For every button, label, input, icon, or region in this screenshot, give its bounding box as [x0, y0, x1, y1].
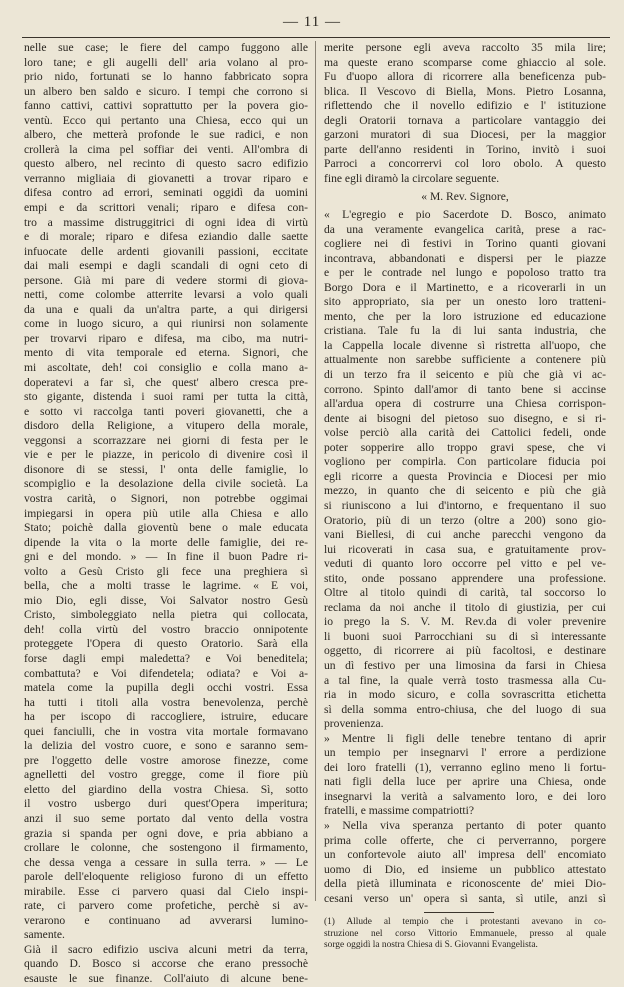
text-line: » Nella viva speranza pertanto di poter quanto: [324, 818, 606, 832]
text-line: cristiana. Tale fu la di lui santa industria, che: [324, 324, 606, 338]
text-line: Stato; poichè dalla gioventù bene o male educata: [24, 521, 308, 535]
text-line: persone. Già mi pare di vedere stormi di giova-: [24, 273, 308, 287]
text-line: forse dagli empi maledetta? e Voi beneditela;: [24, 651, 308, 665]
text-line: Parroci a concorrervi col loro obolo. A questo: [324, 157, 606, 171]
text-line: combattuta? e Voi difendetela; odiata? e Voi a-: [24, 666, 308, 680]
text-line: corrono. Spinto dall'amor di tanto bene si accinse: [324, 382, 606, 396]
text-line: poter sopperire allo troppo gravi spese, che vi: [324, 440, 606, 454]
text-line: quando D. Bosco si accorse che erano pressochè: [24, 957, 308, 971]
text-line: disonore di se stessi, l' onta delle famiglie, lo: [24, 462, 308, 476]
text-line: rate, ci parvero come profetiche, perchè si av-: [24, 899, 308, 913]
text-line: parole dell'eloquente religioso furono di un effetto: [24, 870, 308, 884]
text-line: un tempio per insegnarvi l' errore a perdizione: [324, 746, 606, 760]
text-line: crollerà la cima pel soffiar dei venti. All'ombra di: [24, 142, 308, 156]
text-line: volse perciò alla carità dei Cattolici fedeli, onde: [324, 426, 606, 440]
text-line: vostra carità, o Signori, non potrebbe oggimai: [24, 491, 308, 505]
text-line: verarono e continuano ad avverarsi lumino-: [24, 913, 308, 927]
text-line: Fu d'uopo allora di ricorrere alla beneficenza pub-: [324, 70, 606, 84]
header-rule: [22, 37, 610, 38]
text-line: attualmente non sarebbe sufficiente a contenere più: [324, 353, 606, 367]
text-line: come in luogo sicuro, a qui riunirsi non solamente: [24, 317, 308, 331]
text-line: doperatevi a far sì, che quest' albero cresca pre-: [24, 375, 308, 389]
text-line: mezzo, in quanto che di seicento e più che già: [324, 484, 606, 498]
text-line: incontrava, abbandonati e dispersi per le piazze: [324, 251, 606, 265]
text-line: fanno cattivi, cattivi soprattutto per la povera gio-: [24, 99, 308, 113]
right-column: [324, 41, 606, 952]
text-line: bella, che a molti trasse le lagrime. « E voi,: [24, 579, 308, 593]
text-line: dipende la vita o la morte delle famiglie, dei re-: [24, 535, 308, 549]
text-line: la Cappella locale divenne sì ristretta all'uopo, che: [324, 338, 606, 352]
text-line: Cristo, simboleggiato nella pietra qui collocata,: [24, 608, 308, 622]
text-line: cesani verso un' opera sì santa, sì utile, anzi sì: [324, 891, 606, 905]
text-line: infuocate delle ardenti giovanili passioni, eccitate: [24, 244, 308, 258]
text-line: netti, come colombe atterrite levarsi a volo quali: [24, 288, 308, 302]
text-line: veduti di quanto loro occorre pel vitto e pel ve-: [324, 557, 606, 571]
text-line: reclama da noi anche il titolo di giustizia, per cui: [324, 600, 606, 614]
text-line: esauste le sue finanze. Coll'aiuto di alcune bene-: [24, 972, 308, 985]
text-line: fine egli diramò la circolare seguente.: [324, 171, 500, 185]
text-line: mento, che per la loro istruzione ed educazione: [324, 309, 606, 323]
text-line: uomo di Dio, ed insieme un pubblico attestato: [324, 862, 606, 876]
letter-salutation: « M. Rev. Signore,: [421, 190, 509, 204]
text-line: « L'egregio e pio Sacerdote D. Bosco, animato: [324, 208, 606, 222]
text-line: dente ai bisogni del pietoso suo disegno, e si ri-: [324, 411, 606, 425]
text-line: scompiglio e la desolazione della civile società. La: [24, 477, 308, 491]
text-line: struzione nel corso Vittorio Emmanuele, presso al quale: [324, 928, 606, 939]
text-line: grazia si spanda per ogni dove, e pria abbiano a: [24, 826, 308, 840]
text-line: vani Biellesi, di cui anche parecchi vengono da: [324, 528, 606, 542]
text-line: li buoni suoi Parrocchiani su di sì interessante: [324, 629, 606, 643]
text-line: merite persone egli aveva raccolto 35 mila lire;: [324, 41, 606, 54]
text-line: sorge oggidì la nostra Chiesa di S. Giovanni Evangelista.: [324, 940, 538, 951]
right-column-body: [324, 208, 606, 906]
text-line: la delizia del vostro cuore, e sono e saranno sem-: [24, 739, 308, 753]
column-divider: [315, 41, 316, 901]
text-line: a tal fine, la quale verrà tosto trasmessa alla Cu-: [324, 673, 606, 687]
text-line: Borgo Dora e il Martinetto, e a ricoverarli in un: [324, 280, 606, 294]
text-line: provenienza.: [324, 717, 384, 731]
text-line: che dessa venga a cessare in sulla terra. » — Le: [24, 855, 308, 869]
text-line: da una e quali da un'altra parte, a qui dirigersi: [24, 302, 308, 316]
text-line: mirabile. Esse ci parvero quasi dal Cielo inspi-: [24, 884, 308, 898]
text-line: ria in modo sicuro, e colla sovrascritta etichetta: [324, 688, 606, 702]
text-line: e di morale; riparo e difesa eziandio dalle saette: [24, 230, 308, 244]
text-line: pre l'oggetto delle vostre amorose finezze, come: [24, 753, 308, 767]
text-line: deh! colla virtù del vostro braccio onnipotente: [24, 622, 308, 636]
text-line: quei fanciulli, che in vostra vita mortale formavano: [24, 724, 308, 738]
text-line: un albero ben saldo e sicuro. I tempi che corrono si: [24, 84, 308, 98]
text-line: ha per iscopo di raccogliere, istruire, educare: [24, 710, 308, 724]
text-line: per trovarvi riparo e difesa, ma cibo, ma nutri-: [24, 331, 308, 345]
text-line: un confortevole aiuto all' impresa dell' encomiato: [324, 848, 606, 862]
text-line: sì della somma entro-chiusa, che del luogo di sua: [324, 702, 606, 716]
text-line: blica. Il Vescovo di Biella, Mons. Pietro Losanna,: [324, 84, 606, 98]
text-line: mento di vita temporale ed eterna. Signori, che: [24, 346, 308, 360]
text-line: volto a Gesù Cristo gli fece una preghiera sì: [24, 564, 308, 578]
text-line: nati figli della luce per aprire una Chiesa, onde: [324, 775, 606, 789]
text-line: da una veramente evangelica carità, prese a rac-: [324, 222, 606, 236]
right-column-top: [324, 41, 606, 186]
text-line: il vostro usbergo duri quest'Opera imperitura;: [24, 797, 308, 811]
text-line: albero, che metterà profonde le sue radici, e non: [24, 128, 308, 142]
text-line: oggetto, di ricorrere ai più facoltosi, e destinare: [324, 644, 606, 658]
text-line: ventù. Ecco qui pertanto una Chiesa, ecco qui un: [24, 113, 308, 127]
text-line: all'ardua opera di costrurre una Chiesa corrispon-: [324, 397, 606, 411]
text-line: ha tutti i titoli alla vostra benevolenza, perchè: [24, 695, 308, 709]
text-line: sito appropriato, sia per un onesto loro tratteni-: [324, 295, 606, 309]
text-line: crollare le colonne, che sostengono il firmamento,: [24, 841, 308, 855]
text-line: dei loro fratelli (1), verranno eglino meno li fortu-: [324, 760, 606, 774]
text-line: anzi il suo seme portato dal vento della vostra: [24, 811, 308, 825]
text-line: cogliere nei dì festivi in Torino quanti giovani: [324, 237, 606, 251]
text-line: prima colle offerte, che ci perverranno, porgere: [324, 833, 606, 847]
text-line: fratelli, e massime compatriotti?: [324, 804, 475, 818]
text-line: empi e da scrittori venali; riparo e difesa con-: [24, 201, 308, 215]
text-line: Oratorio, più di un terzo (oltre a 200) sono gio-: [324, 513, 606, 527]
text-line: nelle sue case; le fiere del campo fuggono alle: [24, 41, 308, 54]
text-line: eletto del giardino della vostra Chiesa. Sì, sotto: [24, 782, 308, 796]
text-line: matela come la pupilla degli occhi vostri. Essa: [24, 681, 308, 695]
text-line: » Mentre li figli delle tenebre tentano di aprir: [324, 731, 606, 745]
text-line: questo albero, nel recinto di questo sacro edifizio: [24, 157, 308, 171]
text-line: e sotto vi raccolga tanti poveri giovanetti, che a: [24, 404, 308, 418]
page-number: — 11 —: [283, 14, 341, 30]
text-line: loro tane; e gli augelli dell' aria volano al pro-: [24, 55, 308, 69]
text-line: veggonsi a scorrazzare nei giorni di festa per le: [24, 433, 308, 447]
text-line: mio Dio, egli disse, Voi Salvator nostro Gesù: [24, 593, 308, 607]
text-line: disdoro della Religione, a vitupero della morale,: [24, 419, 308, 433]
left-column: [24, 41, 308, 987]
footnote: [324, 917, 606, 952]
text-line: vogliono per compirla. Con particolare fiducia poi: [324, 455, 606, 469]
text-line: garzoni muratori di sua Diocesi, per la maggior: [324, 128, 606, 142]
text-line: agnelletti del vostro gregge, come il fiore più: [24, 768, 308, 782]
text-line: e per le contrade nel lungo e popoloso tratto tra: [324, 266, 606, 280]
text-line: un dì festivo per una limosina da farsi in Chiesa: [324, 658, 606, 672]
text-line: insegnarvi la verità a salvamento loro, e dei loro: [324, 789, 606, 803]
text-line: difesa contro ad errori, seminati oggidì da uomini: [24, 186, 308, 200]
text-line: io prego la S. V. M. Rev.da di voler prevenire: [324, 615, 606, 629]
text-line: vie e per le piazze, in pericolo di divenire così il: [24, 448, 308, 462]
text-line: Oltre al titolo quindi di carità, tal soccorso lo: [324, 586, 606, 600]
text-line: gni e del mondo. » — In fine il buon Padre ri-: [24, 550, 308, 564]
text-line: parte dell'anno residenti in Torino, invitò i suoi: [324, 142, 606, 156]
text-line: mi ascoltate, deh! coi consiglio e colla mano a-: [24, 361, 308, 375]
text-line: Già il sacro edifizio usciva alcuni metri da terra,: [24, 942, 308, 956]
text-line: egli ricorre a questa Provincia e Diocesi per mio: [324, 469, 606, 483]
text-line: proteggete l'Opera di questo Oratorio. Sarà ella: [24, 637, 308, 651]
footnote-rule: [424, 912, 494, 913]
text-line: samente.: [24, 928, 65, 942]
text-line: tro a massime distruggitrici di ogni idea di virtù: [24, 215, 308, 229]
text-line: dai mali esempi e dagli scandali di ogni ceto di: [24, 259, 308, 273]
text-line: si riuniscono a lui d'intorno, e frequentano il suo: [324, 498, 606, 512]
text-line: prio nido, fortunati se lo hanno fabbricato sopra: [24, 70, 308, 84]
text-line: lui ricoverati in casa sua, e gratuitamente prov-: [324, 542, 606, 556]
text-line: stito, onde possano apprendere una professione.: [324, 571, 606, 585]
text-line: di un terzo fra il seicento e più che già vi ac-: [324, 368, 606, 382]
text-line: della pietà illuminata e riconoscente de' miei Dio-: [324, 877, 606, 891]
text-line: (1) Allude al tempio che i protestanti avevano in co-: [324, 917, 606, 928]
text-line: ma queste erano scomparse come ghiaccio al sole.: [324, 55, 606, 69]
text-line: impiegarsi in opera più utile alla Chiesa e allo: [24, 506, 308, 520]
text-line: riflettendo che il novello edifizio e l' istituzione: [324, 99, 606, 113]
text-line: verranno migliaia di giovanetti a trovar riparo e: [24, 171, 308, 185]
text-line: sto gigante, distenda i suoi rami per tutta la città,: [24, 390, 308, 404]
text-line: degli Oratorii tornava a particolare vantaggio dei: [324, 113, 606, 127]
